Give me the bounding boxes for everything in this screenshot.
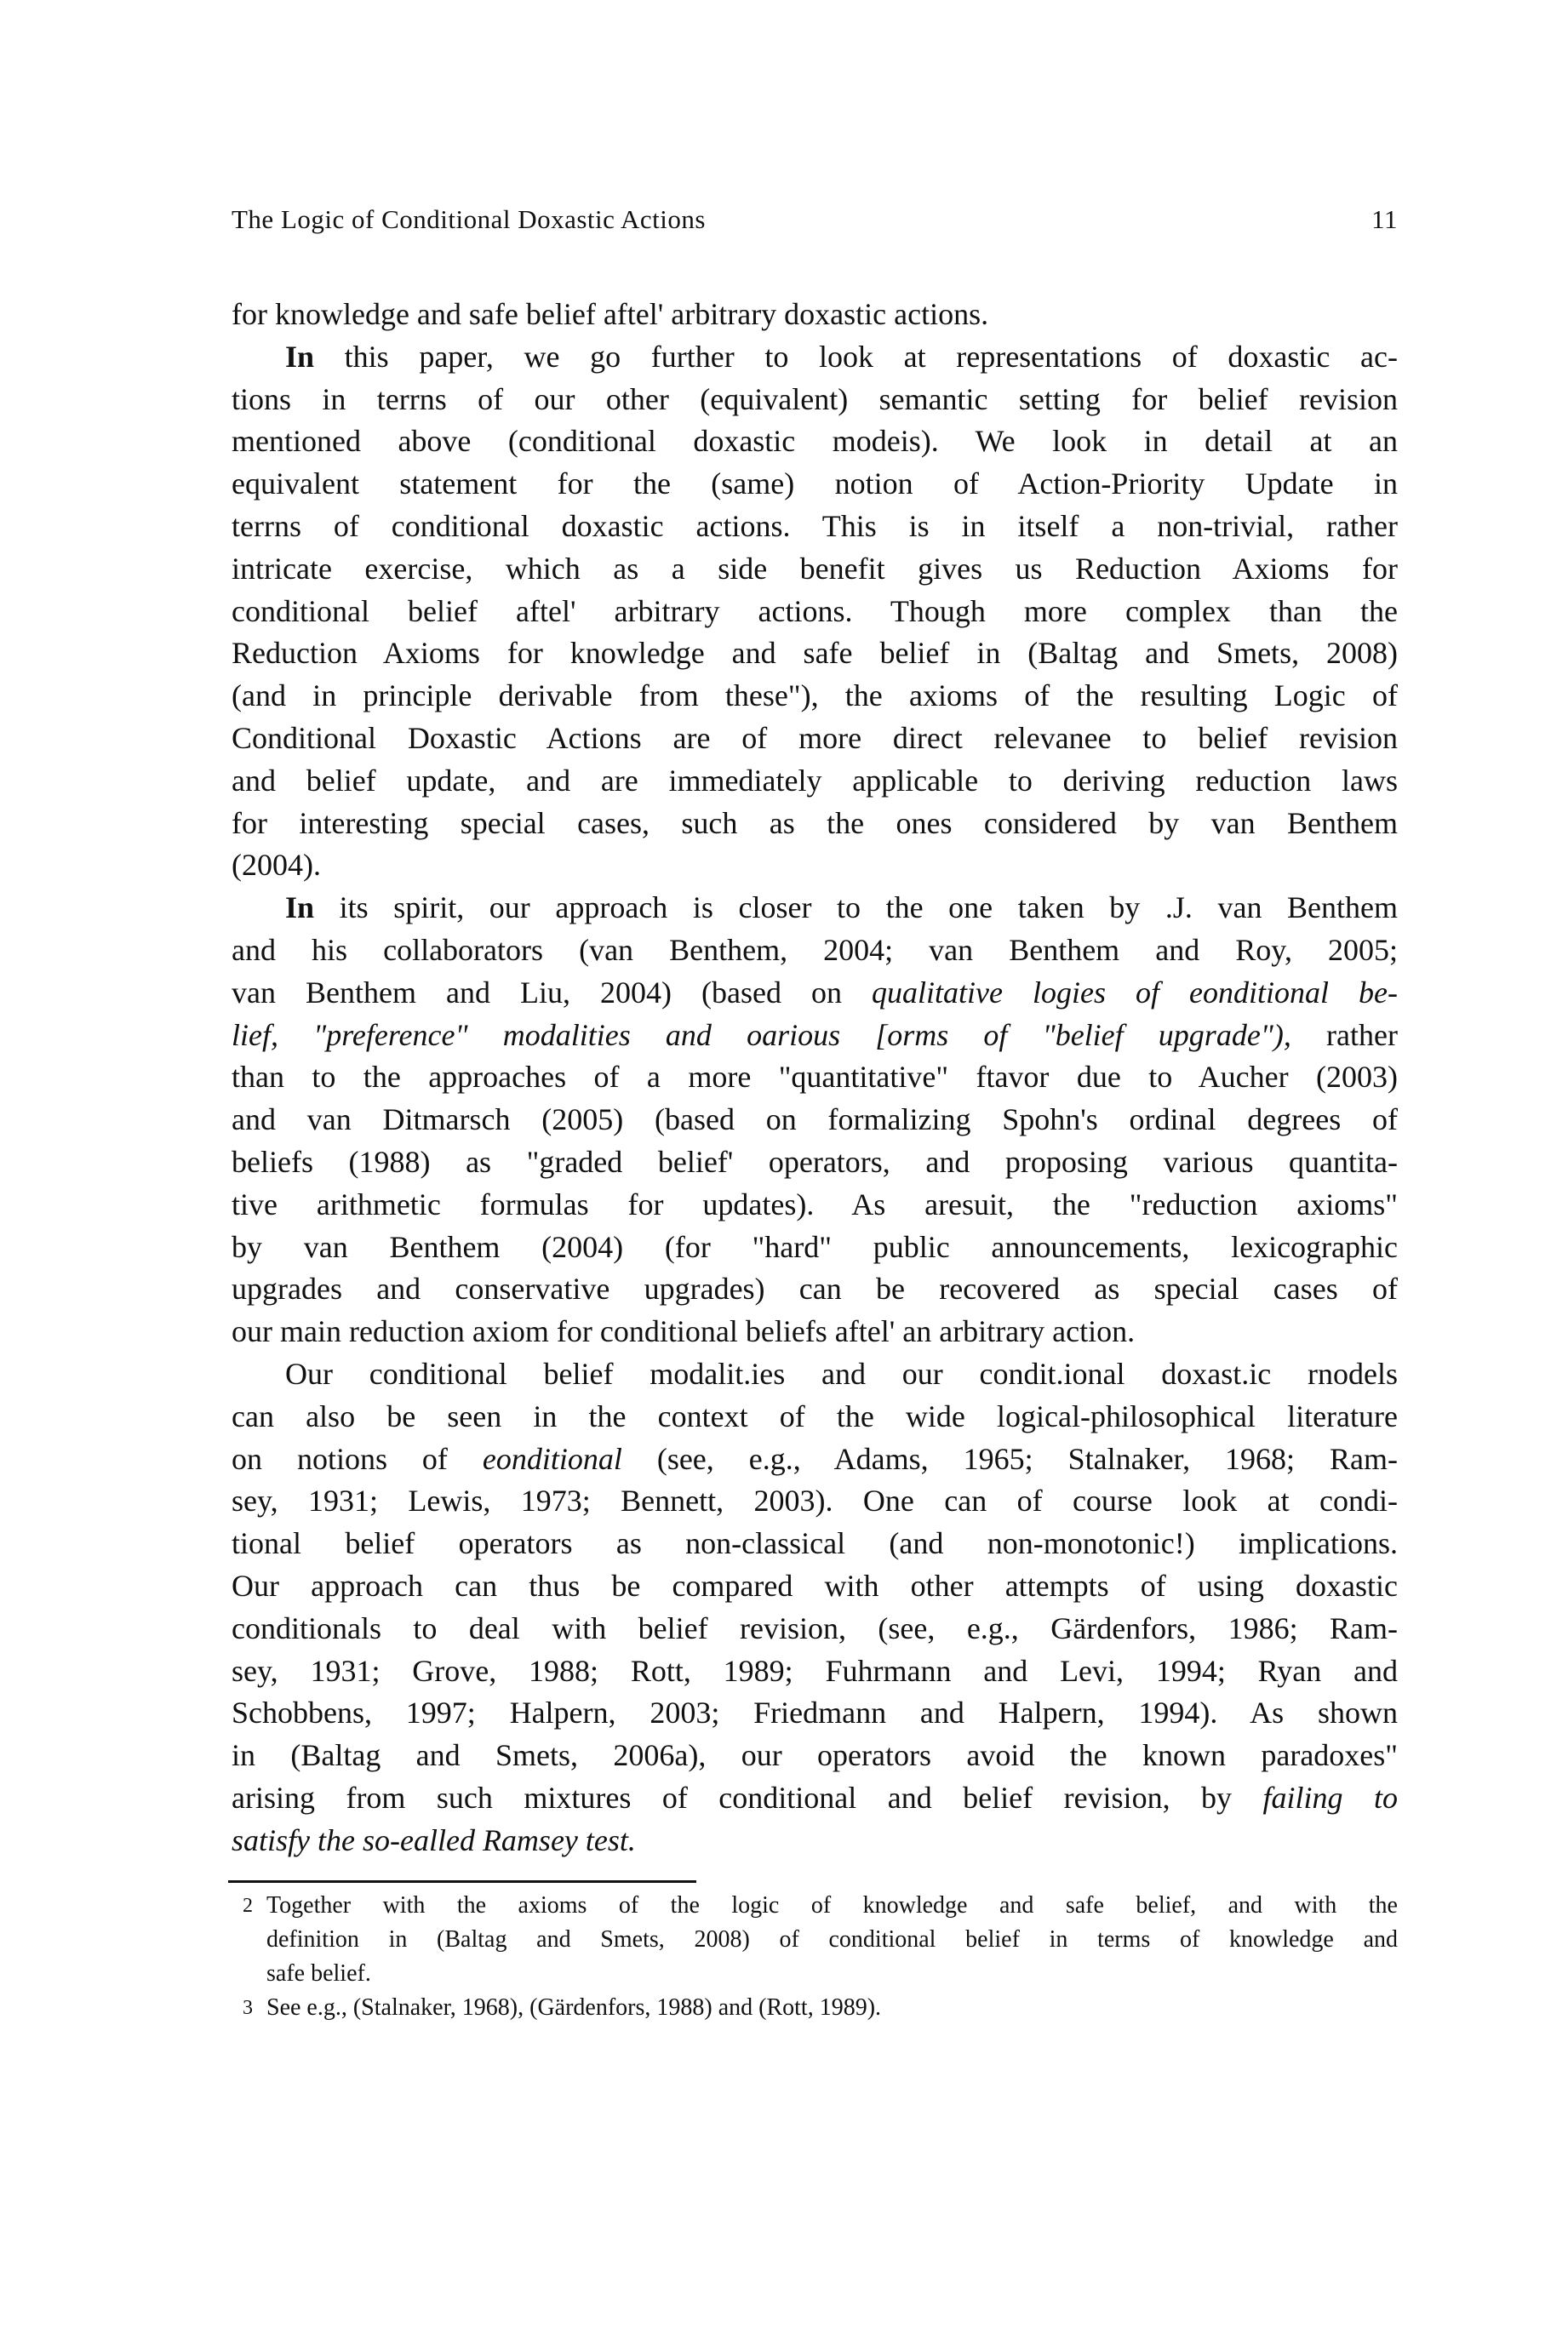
text-segment: for knowledge and safe belief aftel' arbitrary doxastic actions. [232, 297, 989, 331]
text-line [232, 1141, 1398, 1184]
page-number: 11 [1371, 204, 1398, 234]
text-line [232, 1353, 1398, 1396]
text-segment: Our approach can thus be compared with other attempts of using doxastic [232, 1568, 1398, 1603]
text-segment: (and in principle derivable from these"), the axioms of the resulting Logic of [232, 678, 1398, 713]
italic-text: eonditional [482, 1441, 622, 1476]
text-segment: and van Ditmarsch (2005) (based on formalizing Spohn's ordinal degrees of [232, 1102, 1398, 1137]
text-segment: equivalent statement for the (same) notion of Action-Priority Update in [232, 466, 1398, 501]
text-line [232, 1650, 1398, 1693]
text-line [232, 930, 1398, 972]
text-segment: than to the approaches of a more "quantitative" ftavor due to Aucher (2003) [232, 1060, 1398, 1095]
text-segment: by van Benthem (2004) (for "hard" public announcements, lexicographic [232, 1229, 1398, 1264]
text-line [232, 1396, 1398, 1439]
running-header [232, 204, 1398, 235]
text-segment: on notions of [232, 1441, 483, 1476]
text-segment: intricate exercise, which as a side benefit gives us Reduction Axioms for [232, 551, 1398, 586]
text-line [232, 1227, 1398, 1269]
text-line [232, 1523, 1398, 1565]
text-segment: this paper, we go further to look at representations of doxastic ac- [314, 339, 1398, 374]
text-line [232, 1015, 1398, 1057]
footnote [243, 1889, 1398, 1991]
text-line [232, 1056, 1398, 1099]
footnote-line: definition in (Baltag and Smets, 2008) of conditional belief in terms of knowledge and [266, 1926, 1398, 1953]
text-line [232, 506, 1398, 548]
text-segment: (see, e.g., Adams, 1965; Stalnaker, 1968; Ram- [621, 1441, 1398, 1476]
text-segment: in (Baltag and Smets, 2006a), our operators avoid the known paradoxes" [232, 1738, 1398, 1773]
text-segment: and his collaborators (van Benthem, 2004; van Benthem and Roy, 2005; [232, 932, 1398, 967]
text-line [232, 1777, 1398, 1820]
text-line [232, 632, 1398, 675]
text-segment: our main reduction axiom for conditional beliefs aftel' an arbitrary action. [232, 1314, 1136, 1349]
footnote [243, 1991, 1398, 2025]
text-segment: Reduction Axioms for knowledge and safe belief in (Baltag and Smets, 2008) [232, 636, 1398, 671]
text-line [232, 1439, 1398, 1481]
text-line [232, 463, 1398, 506]
text-segment: Schobbens, 1997; Halpern, 2003; Friedmann and Halpern, 1994). As shown [232, 1696, 1398, 1730]
text-line [232, 760, 1398, 803]
text-line [232, 972, 1398, 1015]
text-segment: its spirit, our approach is closer to the one taken by .J. van Benthem [314, 890, 1398, 925]
text-line [232, 887, 1398, 930]
footnotes [243, 1889, 1398, 2025]
text-segment: sey, 1931; Lewis, 1973; Bennett, 2003). One can of course look at condi- [232, 1484, 1398, 1519]
text-line [232, 548, 1398, 591]
text-line [232, 379, 1398, 421]
text-line [232, 803, 1398, 845]
text-segment: terrns of conditional doxastic actions. This is in itself a non-trivial, rather [232, 508, 1398, 543]
text-line [232, 844, 1398, 887]
footnote-number: 2 [243, 1895, 253, 1917]
text-segment: Conditional Doxastic Actions are of more direct relevanee to belief revision [232, 720, 1398, 755]
text-line [232, 591, 1398, 633]
text-line [232, 675, 1398, 718]
text-segment: can also be seen in the context of the wide logical-philosophical literature [232, 1399, 1398, 1433]
text-segment: rather [1290, 1017, 1398, 1052]
bold-text: In [285, 890, 315, 925]
text-line [232, 1565, 1398, 1608]
text-line [232, 1184, 1398, 1227]
text-line [232, 1608, 1398, 1650]
text-line [232, 1820, 1398, 1862]
text-segment: tive arithmetic formulas for updates). As aresuit, the "reduction axioms" [232, 1187, 1398, 1221]
text-segment: conditional belief aftel' arbitrary actions. Though more complex than the [232, 593, 1398, 628]
italic-text: satisfy the so-ealled Ramsey test. [232, 1822, 636, 1857]
text-segment: (2004). [232, 848, 321, 883]
text-segment: Our conditional belief modalit.ies and our condit.ional doxast.ic rnodels [285, 1356, 1398, 1391]
footnote-number: 3 [243, 1997, 253, 2019]
bold-text: In [285, 339, 315, 374]
text-segment: tions in terrns of our other (equivalent) semantic setting for belief revision [232, 381, 1398, 416]
text-line [232, 1311, 1398, 1353]
text-segment: for interesting special cases, such as the ones considered by van Benthem [232, 805, 1398, 840]
text-segment: mentioned above (conditional doxastic modeis). We look in detail at an [232, 424, 1398, 459]
italic-text: lief, "preference" modalities and oarious [orms of "belief upgrade"), [232, 1017, 1291, 1052]
footnote-line: Together with the axioms of the logic of knowledge and safe belief, and with the [266, 1892, 1398, 1919]
italic-text: failing to [1262, 1780, 1398, 1815]
footnote-divider [228, 1880, 696, 1883]
text-line [232, 718, 1398, 760]
text-line [232, 1692, 1398, 1735]
running-title: The Logic of Conditional Doxastic Actions [232, 204, 706, 234]
footnote-line: safe belief. [266, 1960, 371, 1987]
text-line [232, 420, 1398, 463]
text-segment: arising from such mixtures of conditional and belief revision, by [232, 1780, 1263, 1815]
body-text [232, 294, 1398, 1862]
text-line [232, 1735, 1398, 1777]
text-line [232, 336, 1398, 379]
text-line [232, 294, 1398, 336]
text-segment: and belief update, and are immediately applicable to deriving reduction laws [232, 763, 1398, 798]
footnote-line: See e.g., (Stalnaker, 1968), (Gärdenfors, 1988) and (Rott, 1989). [266, 1994, 882, 2021]
text-segment: conditionals to deal with belief revision, (see, e.g., Gärdenfors, 1986; Ram- [232, 1610, 1398, 1645]
text-line [232, 1099, 1398, 1141]
text-segment: upgrades and conservative upgrades) can be recovered as special cases of [232, 1272, 1398, 1307]
italic-text: qualitative logies of eonditional be- [872, 975, 1398, 1010]
text-segment: sey, 1931; Grove, 1988; Rott, 1989; Fuhrmann and Levi, 1994; Ryan and [232, 1653, 1398, 1688]
text-segment: van Benthem and Liu, 2004) (based on [232, 975, 872, 1010]
text-segment: tional belief operators as non-classical (and non-monotonic!) implications. [232, 1526, 1398, 1561]
text-line [232, 1480, 1398, 1523]
text-segment: beliefs (1988) as "graded belief' operators, and proposing various quantita- [232, 1144, 1398, 1179]
text-line [232, 1268, 1398, 1311]
